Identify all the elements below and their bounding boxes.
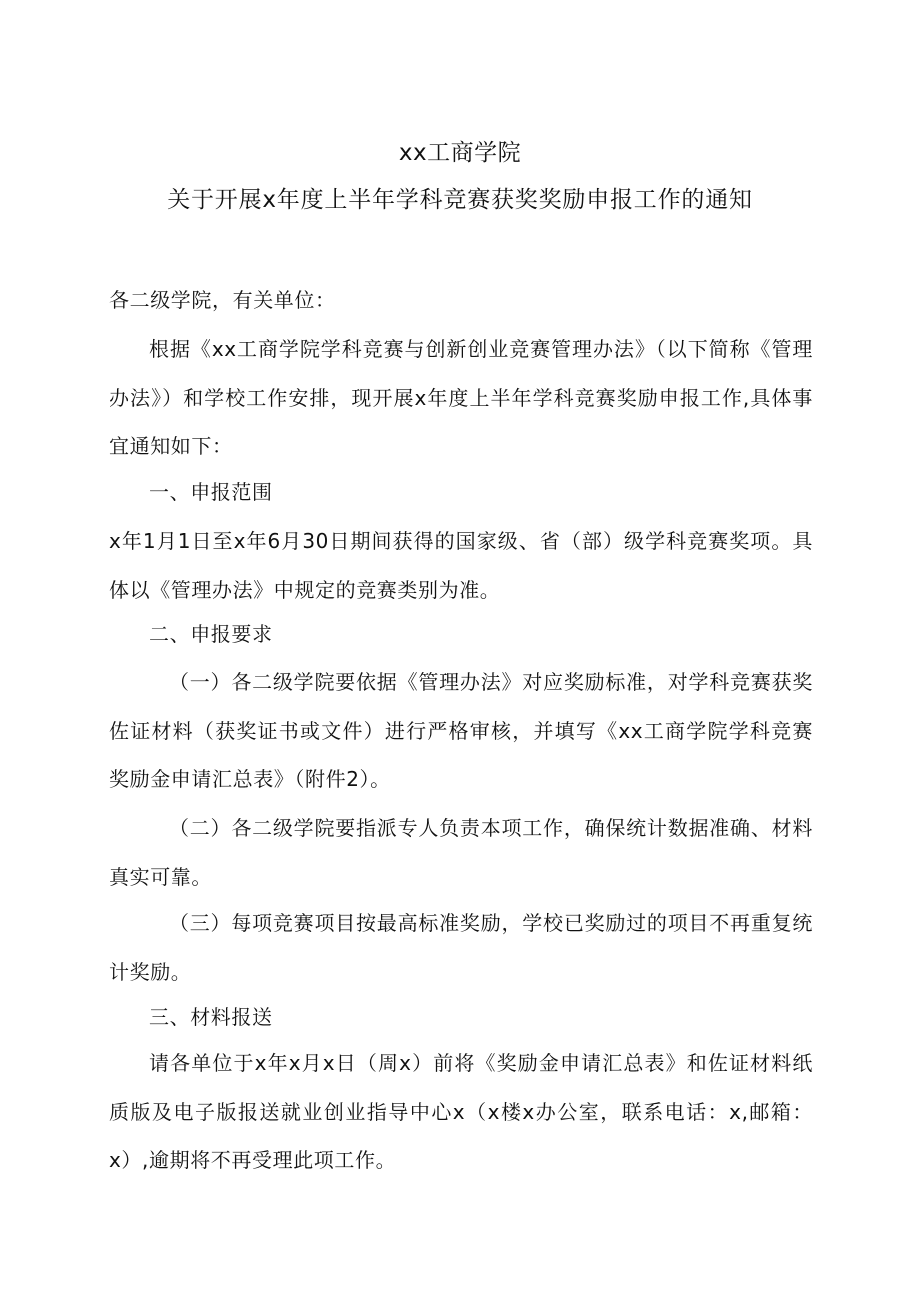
section-3-heading: 三、材料报送 xyxy=(149,1005,273,1029)
section-3-body: 请各单位于x年x月x日（周x）前将《奖励金申请汇总表》和佐证材料纸质版及电子版报送就业创业指导中心x（x楼x办公室，联系电话：x,邮箱：x）,逾期将不再受理此项工作。 xyxy=(109,1051,813,1172)
intro-paragraph: 根据《xx工商学院学科竞赛与创新创业竞赛管理办法》（以下简称《管理办法》）和学校工作安排，现开展x年度上半年学科竞赛奖励申报工作,具体事宜通知如下： xyxy=(109,337,813,458)
requirement-item-1: （一）各二级学院要依据《管理办法》对应奖励标准，对学科竞赛获奖佐证材料（获奖证书或文件）进行严格审核，并填写《xx工商学院学科竞赛奖励金申请汇总表》（附件2）。 xyxy=(109,670,813,791)
section-1-heading: 一、申报范围 xyxy=(149,480,273,504)
requirement-item-3: （三）每项竞赛项目按最高标准奖励，学校已奖励过的项目不再重复统计奖励。 xyxy=(109,911,813,984)
school-title: xx工商学院 xyxy=(398,140,522,166)
notice-title: 关于开展x年度上半年学科竞赛获奖奖励申报工作的通知 xyxy=(167,187,753,213)
requirement-item-2: （二）各二级学院要指派专人负责本项工作，确保统计数据准确、材料真实可靠。 xyxy=(109,816,813,889)
salutation: 各二级学院，有关单位： xyxy=(109,288,336,312)
section-2-heading: 二、申报要求 xyxy=(149,622,273,646)
section-1-body: x年1月1日至x年6月30日期间获得的国家级、省（部）级学科竞赛奖项。具体以《管理办法》中规定的竞赛类别为准。 xyxy=(109,529,813,602)
